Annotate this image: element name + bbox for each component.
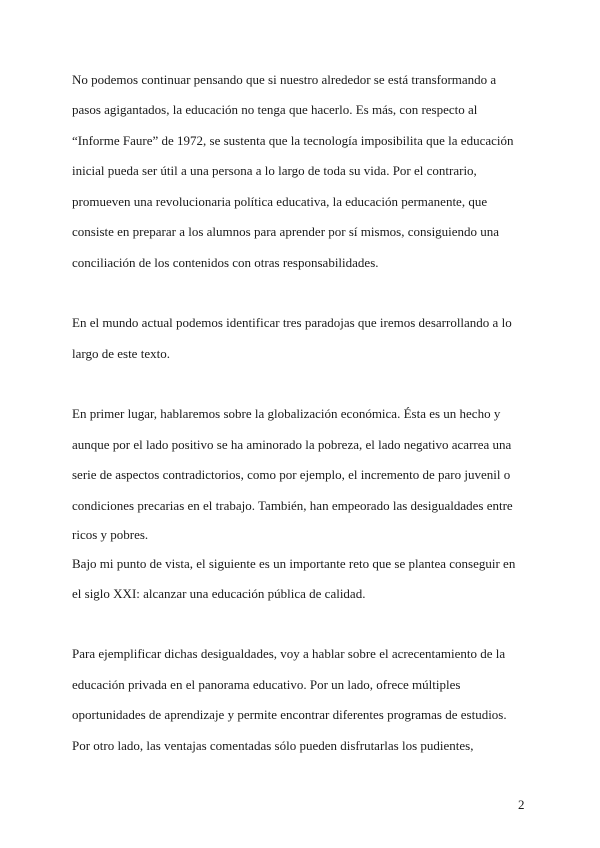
paragraph-3-line-5: ricos y pobres. <box>72 527 149 542</box>
paragraph-3-line-4: condiciones precarias en el trabajo. También, han empeorado las desigualdades entre <box>72 498 513 513</box>
paragraph-2-line-2: largo de este texto. <box>72 346 170 361</box>
paragraph-2-line-1: En el mundo actual podemos identificar tres paradojas que iremos desarrollando a lo <box>72 315 512 330</box>
paragraph-1-line-1: No podemos continuar pensando que si nuestro alrededor se está transformando a <box>72 72 497 87</box>
paragraph-1-line-5: promueven una revolucionaria política educativa, la educación permanente, que <box>72 194 488 209</box>
paragraph-4-line-2: el siglo XXI: alcanzar una educación pública de calidad. <box>72 586 366 601</box>
paragraph-3-line-1: En primer lugar, hablaremos sobre la globalización económica. Ésta es un hecho y <box>72 406 501 421</box>
paragraph-5-line-4: Por otro lado, las ventajas comentadas sólo pueden disfrutarlas los pudientes, <box>72 738 474 753</box>
paragraph-1-line-4: inicial pueda ser útil a una persona a lo largo de toda su vida. Por el contrario, <box>72 163 477 178</box>
page-number: 2 <box>518 797 525 812</box>
paragraph-1-line-2: pasos agigantados, la educación no tenga que hacerlo. Es más, con respecto al <box>72 102 478 117</box>
paragraph-5-line-3: oportunidades de aprendizaje y permite encontrar diferentes programas de estudios. <box>72 707 507 722</box>
paragraph-3-line-3: serie de aspectos contradictorios, como por ejemplo, el incremento de paro juvenil o <box>72 467 511 482</box>
paragraph-5-line-2: educación privada en el panorama educativo. Por un lado, ofrece múltiples <box>72 677 461 692</box>
paragraph-1-line-3: “Informe Faure” de 1972, se sustenta que la tecnología imposibilita que la educación <box>72 133 514 148</box>
paragraph-5-line-1: Para ejemplificar dichas desigualdades, voy a hablar sobre el acrecentamiento de la <box>72 646 506 661</box>
paragraph-1-line-7: conciliación de los contenidos con otras responsabilidades. <box>72 255 379 270</box>
paragraph-1-line-6: consiste en preparar a los alumnos para aprender por sí mismos, consiguiendo una <box>72 224 500 239</box>
paragraph-4-line-1: Bajo mi punto de vista, el siguiente es un importante reto que se plantea conseguir en <box>72 556 516 571</box>
paragraph-3-line-2: aunque por el lado positivo se ha aminorado la pobreza, el lado negativo acarrea una <box>72 437 512 452</box>
